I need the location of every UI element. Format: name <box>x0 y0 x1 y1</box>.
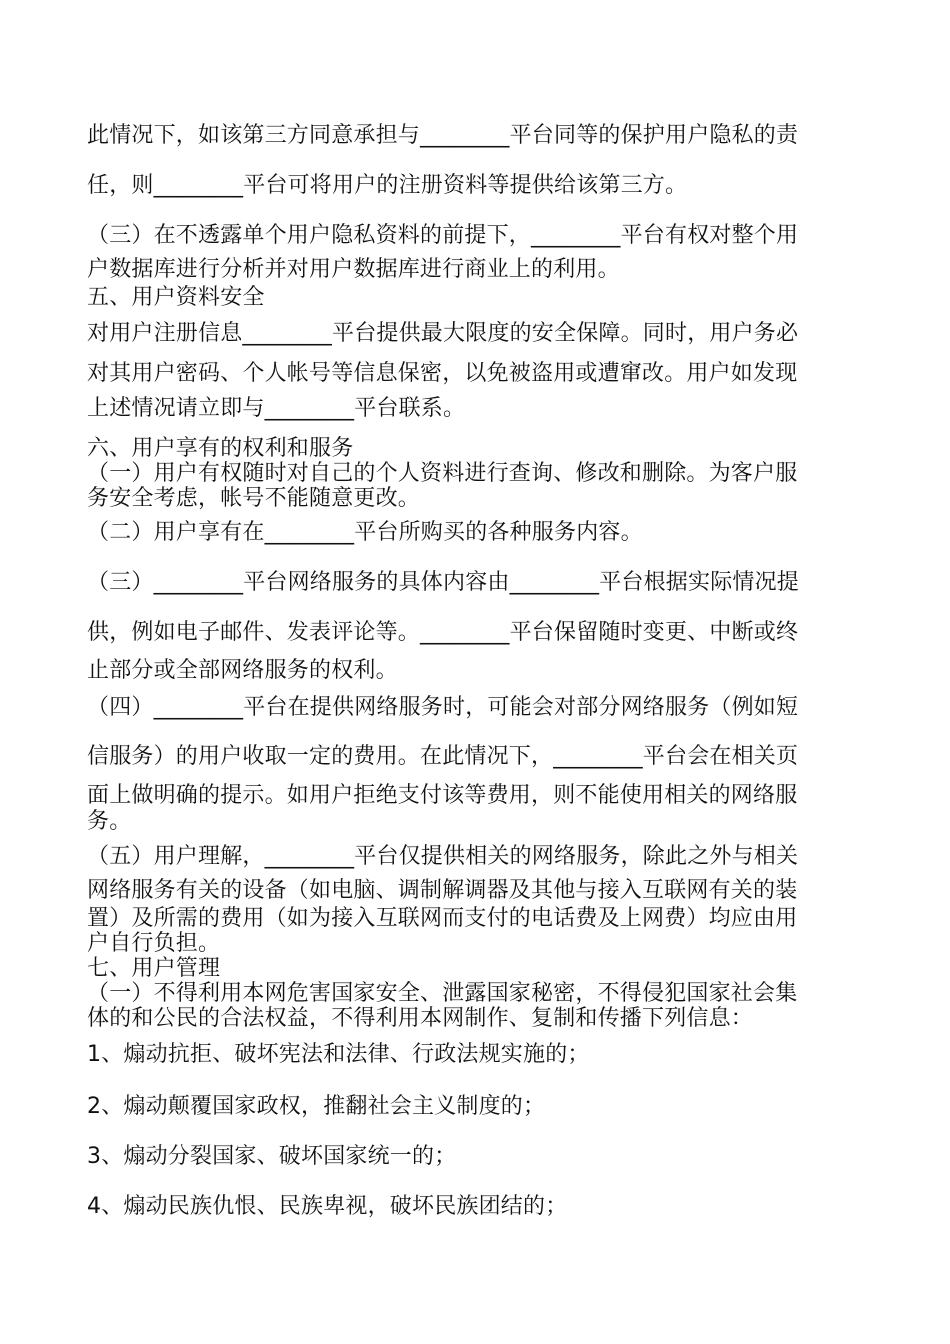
text-line: 务安全考虑，帐号不能随意更改。 <box>87 486 421 511</box>
text-line: （三）________平台网络服务的具体内容由________平台根据实际情况提 <box>87 570 800 595</box>
text-line: 务。 <box>87 809 132 834</box>
text-line: （一）用户有权随时对自己的个人资料进行查询、修改和删除。为客户服 <box>87 461 798 486</box>
text-line: 此情况下，如该第三方同意承担与________平台同等的保护用户隐私的责 <box>87 123 799 148</box>
list-item: 4、煽动民族仇恨、民族卑视，破坏民族团结的； <box>87 1194 568 1219</box>
text-line: 止部分或全部网络服务的权利。 <box>87 658 398 683</box>
text-line: 网络服务有关的设备（如电脑、调制解调器及其他与接入互联网有关的装 <box>87 878 798 903</box>
text-line: 户自行负担。 <box>87 931 221 956</box>
list-item: 1、煽动抗拒、破坏宪法和法律、行政法规实施的； <box>87 1042 590 1067</box>
text-line: 户数据库进行分析并对用户数据库进行商业上的利用。 <box>87 257 620 282</box>
section-heading: 五、用户资料安全 <box>87 285 265 310</box>
list-item: 2、煽动颠覆国家政权，推翻社会主义制度的； <box>87 1094 546 1119</box>
text-line: （五）用户理解，________平台仅提供相关的网络服务，除此之外与相关 <box>87 844 799 869</box>
text-line: 任，则________平台可将用户的注册资料等提供给该第三方。 <box>87 173 688 198</box>
text-line: （一）不得利用本网危害国家安全、泄露国家秘密，不得侵犯国家社会集 <box>87 981 798 1006</box>
text-line: 面上做明确的提示。如用户拒绝支付该等费用，则不能使用相关的网络服 <box>87 783 798 808</box>
text-line: 供，例如电子邮件、发表评论等。________平台保留随时变更、中断或终 <box>87 620 799 645</box>
list-item: 3、煽动分裂国家、破坏国家统一的； <box>87 1144 457 1169</box>
text-line: 体的和公民的合法权益，不得利用本网制作、复制和传播下列信息： <box>87 1006 754 1031</box>
text-line: 置）及所需的费用（如为接入互联网而支付的电话费及上网费）均应由用 <box>87 906 798 931</box>
text-line: 对用户注册信息________平台提供最大限度的安全保障。同时，用户务必 <box>87 321 799 346</box>
text-line: （二）用户享有在________平台所购买的各种服务内容。 <box>87 520 643 545</box>
text-line: （四）________平台在提供网络服务时，可能会对部分网络服务（例如短 <box>87 695 799 720</box>
section-heading: 六、用户享有的权利和服务 <box>87 436 354 461</box>
text-line: 对其用户密码、个人帐号等信息保密，以免被盗用或遭窜改。用户如发现 <box>87 361 798 386</box>
text-line: 信服务）的用户收取一定的费用。在此情况下，________平台会在相关页 <box>87 744 799 769</box>
text-line: 上述情况请立即与________平台联系。 <box>87 396 466 421</box>
text-line: （三）在不透露单个用户隐私资料的前提下，________平台有权对整个用 <box>87 223 799 248</box>
section-heading: 七、用户管理 <box>87 956 221 981</box>
